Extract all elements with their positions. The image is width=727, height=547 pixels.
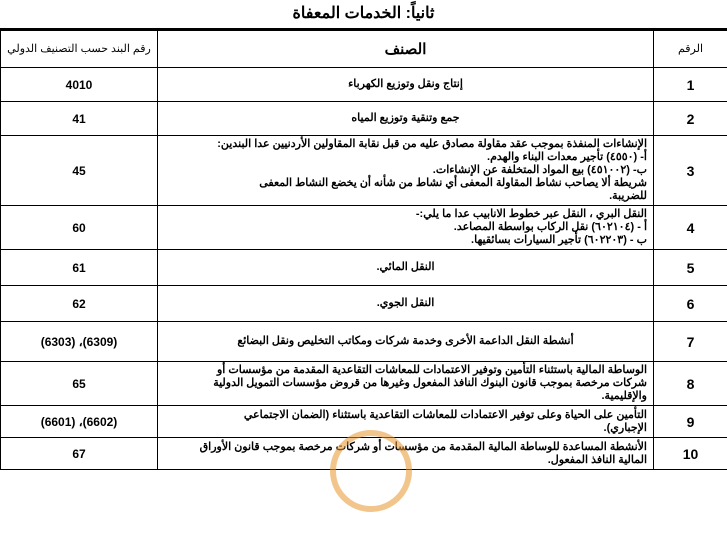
- row-isic-code: (6601) ،(6602): [1, 406, 158, 438]
- table-row: [1, 286, 727, 322]
- row-isic-code: 62: [1, 286, 158, 322]
- description-line: جمع وتنقية وتوزيع المياه: [351, 112, 460, 124]
- row-number: 2: [654, 102, 727, 136]
- description-line: النقل الجوي.: [376, 297, 435, 309]
- row-description: [158, 406, 654, 438]
- row-description: [158, 362, 654, 406]
- row-isic-code: 45: [1, 136, 158, 206]
- row-isic-code: (6303) ،(6309): [1, 322, 158, 362]
- table-row: [1, 406, 727, 438]
- row-description: [158, 102, 654, 136]
- description-line: والإقليمية.: [601, 390, 647, 402]
- row-description: [158, 250, 654, 286]
- description-line: إنتاج ونقل وتوزيع الكهرباء: [348, 78, 463, 90]
- description-line: النقل المائي.: [376, 261, 435, 273]
- row-number: 4: [654, 206, 727, 250]
- description-line: شركات مرخصة بموجب قانون البنوك النافذ المفعول وغيرها من قروض مؤسسات التمويل الدولية: [213, 377, 647, 389]
- description-line: أ - (٦٠٢١٠٤) نقل الركاب بواسطة المصاعد.: [453, 221, 647, 233]
- row-number: 7: [654, 322, 727, 362]
- exempt-services-table: [0, 30, 727, 470]
- row-number: 6: [654, 286, 727, 322]
- description-line: التأمين على الحياة وعلى توفير الاعتمادات للمعاشات التقاعدية باستثناء (الضمان الاجتماعي: [243, 408, 647, 421]
- table-row: [1, 206, 727, 250]
- description-line: المالية النافذ المفعول.: [547, 453, 647, 466]
- row-number: 8: [654, 362, 727, 406]
- description-line: أنشطة النقل الداعمة الأخرى وخدمة شركات ومكاتب التخليص ونقل البضائع: [237, 335, 574, 347]
- table-row: [1, 102, 727, 136]
- description-line: الإجباري).: [603, 421, 647, 434]
- description-line: الأنشطة المساعدة للوساطة المالية المقدمة من مؤسسات أو شركات مرخصة بموجب قانون الأوراق: [199, 440, 647, 453]
- description-line: أ- (٤٥٥٠) تأجير معدات البناء والهدم.: [487, 151, 647, 163]
- row-description: [158, 438, 654, 470]
- row-number: 3: [654, 136, 727, 206]
- description-line: شريطة ألا يصاحب نشاط المقاولة المعفى أي نشاط من شأنه أن يخضع النشاط المعفى: [259, 177, 647, 189]
- table-row: [1, 322, 727, 362]
- row-number: 9: [654, 406, 727, 438]
- description-line: الإنشاءات المنفذة بموجب عقد مقاولة مصادق عليه من قبل نقابة المقاولين الأردنيين عدا البندين:: [217, 138, 647, 150]
- section-title: ثانياً: الخدمات المعفاة: [0, 0, 727, 30]
- row-number: 10: [654, 438, 727, 470]
- row-description: [158, 136, 654, 206]
- table-row: [1, 438, 727, 470]
- table-row: [1, 362, 727, 406]
- row-description: [158, 206, 654, 250]
- row-isic-code: 60: [1, 206, 158, 250]
- row-description: [158, 286, 654, 322]
- row-isic-code: 65: [1, 362, 158, 406]
- description-line: للضريبة.: [609, 190, 647, 202]
- row-isic-code: 4010: [1, 68, 158, 102]
- description-line: ب- (٤٥١٠٠٢) بيع المواد المتخلفة عن الإنشاءات.: [432, 164, 647, 176]
- table-row: [1, 68, 727, 102]
- description-line: الوساطة المالية باستثناء التأمين وتوفير الاعتمادات للمعاشات التقاعدية المقدمة من مؤسسات أو: [216, 364, 647, 376]
- description-line: ب - (٦٠٢٢٠٣) تأجير السيارات بسائقيها.: [471, 234, 647, 246]
- row-isic-code: 67: [1, 438, 158, 470]
- header-class: الصنف: [158, 31, 654, 68]
- header-code: رقم البند حسب التصنيف الدولي: [1, 31, 158, 68]
- row-isic-code: 61: [1, 250, 158, 286]
- row-isic-code: 41: [1, 102, 158, 136]
- row-number: 5: [654, 250, 727, 286]
- row-description: [158, 322, 654, 362]
- table-row: [1, 250, 727, 286]
- row-description: [158, 68, 654, 102]
- table-row: [1, 136, 727, 206]
- description-line: النقل البري ، النقل عبر خطوط الانابيب عدا ما يلي:-: [415, 208, 647, 220]
- row-number: 1: [654, 68, 727, 102]
- header-number: الرقم: [654, 31, 727, 68]
